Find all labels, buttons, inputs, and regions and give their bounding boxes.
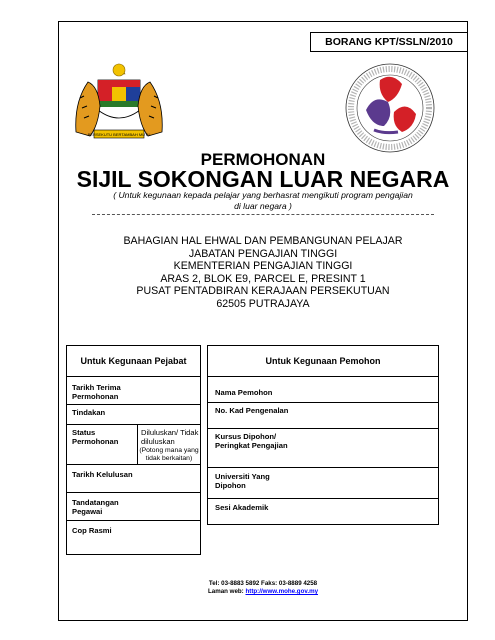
form-title-line1: PERMOHONAN xyxy=(200,150,326,169)
id-number-label: No. Kad Pengenalan xyxy=(215,406,289,415)
divider xyxy=(92,214,434,215)
address-block xyxy=(58,235,468,311)
svg-text:BERSEKUTU BERTAMBAH MUTU: BERSEKUTU BERTAMBAH MUTU xyxy=(87,132,151,137)
status-label: Status Permohonan xyxy=(72,428,119,446)
official-stamp-label: Cop Rasmi xyxy=(72,526,112,535)
address-line: BAHAGIAN HAL EHWAL DAN PEMBANGUNAN PELAJAR xyxy=(123,235,403,247)
form-title-line2: SIJIL SOKONGAN LUAR NEGARA xyxy=(76,166,450,192)
course-label: Kursus Dipohon/ Peringkat Pengajian xyxy=(215,432,288,450)
office-use-panel xyxy=(66,345,201,555)
address-line: PUSAT PENTADBIRAN KERAJAAN PERSEKUTUAN xyxy=(136,285,390,298)
ministry-logo-icon xyxy=(338,60,442,156)
coat-of-arms-icon xyxy=(68,62,170,146)
approval-date-label: Tarikh Kelulusan xyxy=(72,470,133,479)
form-code-box: BORANG KPT/SSLN/2010 xyxy=(310,32,468,52)
website-link[interactable]: http://www.mohe.gov.my xyxy=(245,588,319,595)
footer-contact: Tel: 03-8883 5892 Faks: 03-8889 4258 xyxy=(208,580,318,587)
date-received-label: Tarikh Terima Permohonan xyxy=(72,383,121,401)
applicant-use-heading: Untuk Kegunaan Pemohon xyxy=(208,346,438,377)
applicant-name-label: Nama Pemohon xyxy=(215,388,273,397)
footer-web xyxy=(58,588,468,595)
status-note: (Potong mana yang tidak berkaitan) xyxy=(139,447,199,462)
address-line: 62505 PUTRAJAYA xyxy=(216,297,310,310)
action-label: Tindakan xyxy=(72,408,106,417)
footer-web-label: Laman web: xyxy=(207,588,244,595)
applicant-use-panel xyxy=(207,345,439,525)
address-line: KEMENTERIAN PENGAJIAN TINGGI xyxy=(173,260,353,273)
address-line: ARAS 2, BLOK E9, PARCEL E, PRESINT 1 xyxy=(160,272,366,285)
form-subtitle: ( Untuk kegunaan kepada pelajar yang berhasrat mengikuti program pengajian di luar negara ) xyxy=(113,190,413,211)
status-options[interactable]: Diluluskan/ Tidak diluluskan xyxy=(141,428,199,446)
officer-signature-label: Tandatangan Pegawai xyxy=(72,498,119,516)
university-label: Universiti Yang Dipohon xyxy=(215,472,270,490)
office-use-heading: Untuk Kegunaan Pejabat xyxy=(67,346,200,377)
academic-session-label: Sesi Akademik xyxy=(215,503,269,512)
address-line: JABATAN PENGAJIAN TINGGI xyxy=(188,247,338,260)
